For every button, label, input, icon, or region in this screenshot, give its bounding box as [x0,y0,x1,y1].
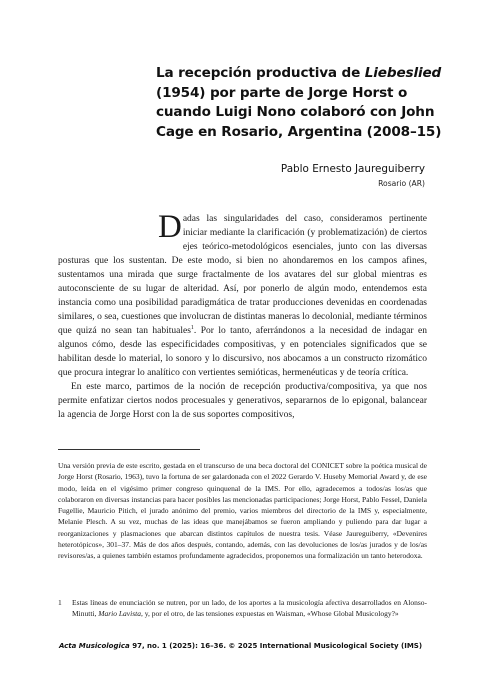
title-italic-work: Liebeslied [364,65,442,81]
drop-cap: D [158,209,182,245]
article-title [156,64,446,142]
title-text-end: (1954) por parte de Jorge Horst o cuando Luigi Nono colaboró con John Cage en Rosario, Argentina (2008–15) [156,84,442,140]
title-text-start: La recepción productiva de [156,65,365,81]
footnote-1-text [72,597,427,620]
footnote-1-italic: Mario Lavista [98,609,141,619]
body-paragraph-1-text-b: . Por lo tanto, aferrándonos a la necesidad de indagar en algunos cómo, desde las especificidades compositivas, y en potenciales significados que se habilitan desde lo material, lo sonoro y lo discursivo, nos abocamos a un constructo rizomático que procura integrar lo analítico con vertientes semióticas, hermenéuticas y de teoría crítica. [58,326,427,378]
body-paragraph-1 [58,209,427,380]
author-name: Pablo Ernesto Jaureguiberry [280,163,425,175]
journal-name: Acta Musicologica [58,642,130,650]
author-affiliation: Rosario (AR) [378,179,425,188]
acknowledgment-note: Una versión previa de este escrito, gestada en el transcurso de una beca doctoral del CONICET sobre la poética musical de Jorge Horst (Rosario, 1963), tuvo la fortuna de ser galardonada con el 2022 Gerardo V. Huseby Memorial Award y, de ese modo, leída en el vigésimo primer congreso quinquenal de la IMS. Por ello, agradecemos a todos/as los/as que colaboraron en diversas instancias para hacer posibles las mencionadas participaciones; Jorge Horst, Pablo Fessel, Daniela Fugellie, Mauricio Pitich, el jurado anónimo del premio, varios miembros del directorio de la IMS y, especialmente, Melanie Plesch. A su vez, muchas de las ideas que manejábamos se fueron ampliando y puliendo para dar lugar a reorganizaciones y plasmaciones que abarcan distintos capítulos de nuestra tesis. Véase Jaureguiberry, «Devenires heterotópicos», 301–37. Más de dos años después, contando, además, con las devoluciones de los/as jurados y de los/as revisores/as, a quienes también estamos profundamente agradecidos, proponemos una formalización un tanto heterodoxa. [58,461,427,561]
footnote-1 [58,597,427,620]
footnote-separator [58,449,200,450]
footnote-1-number: 1 [58,598,62,607]
footnote-ref-1[interactable]: 1 [190,324,194,331]
footnote-1-text-a: Estas líneas de enunciación se nutren, por un lado, de los aportes a la musicología afectiva desarrollados en Alonso-Minutti, [72,598,427,619]
body-paragraph-2: En este marco, partimos de la noción de recepción productiva/compositiva, ya que nos permite enfatizar ciertos nodos procesuales y generativos, separarnos de lo epigonal, balancear la agencia de Jorge Horst con la de sus soportes compositivos, [58,382,427,420]
article-body [58,209,427,422]
page-footer [0,642,481,650]
body-paragraph-1-text-a: adas las singularidades del caso, consideramos pertinente iniciar mediante la clarificación (y problematización) de ciertos ejes teórico-metodológicos esenciales, junto con las diversas posturas que los sustentan. De este modo, si bien no ahondaremos en los campos afines, sustentamos una mirada que surge fractalmente de los avatares del sur global mientras es autoconsciente de su lugar de alteridad. Así, por ponerlo de algún modo, entendemos esta instancia como una posibilidad paradigmática de tratar producciones devenidas en coordenadas similares, o sea, cuestiones que involucran de distintas maneras lo decolonial, mediante términos que quizá no sean tan habituales [58,214,427,336]
footnote-1-text-b: , y, por el otro, de las tensiones expuestas en Waisman, «Whose Global Musicology?» [140,609,399,619]
footer-citation: 97, no. 1 (2025): 16–36. © 2025 International Musicological Society (IMS) [129,642,423,650]
